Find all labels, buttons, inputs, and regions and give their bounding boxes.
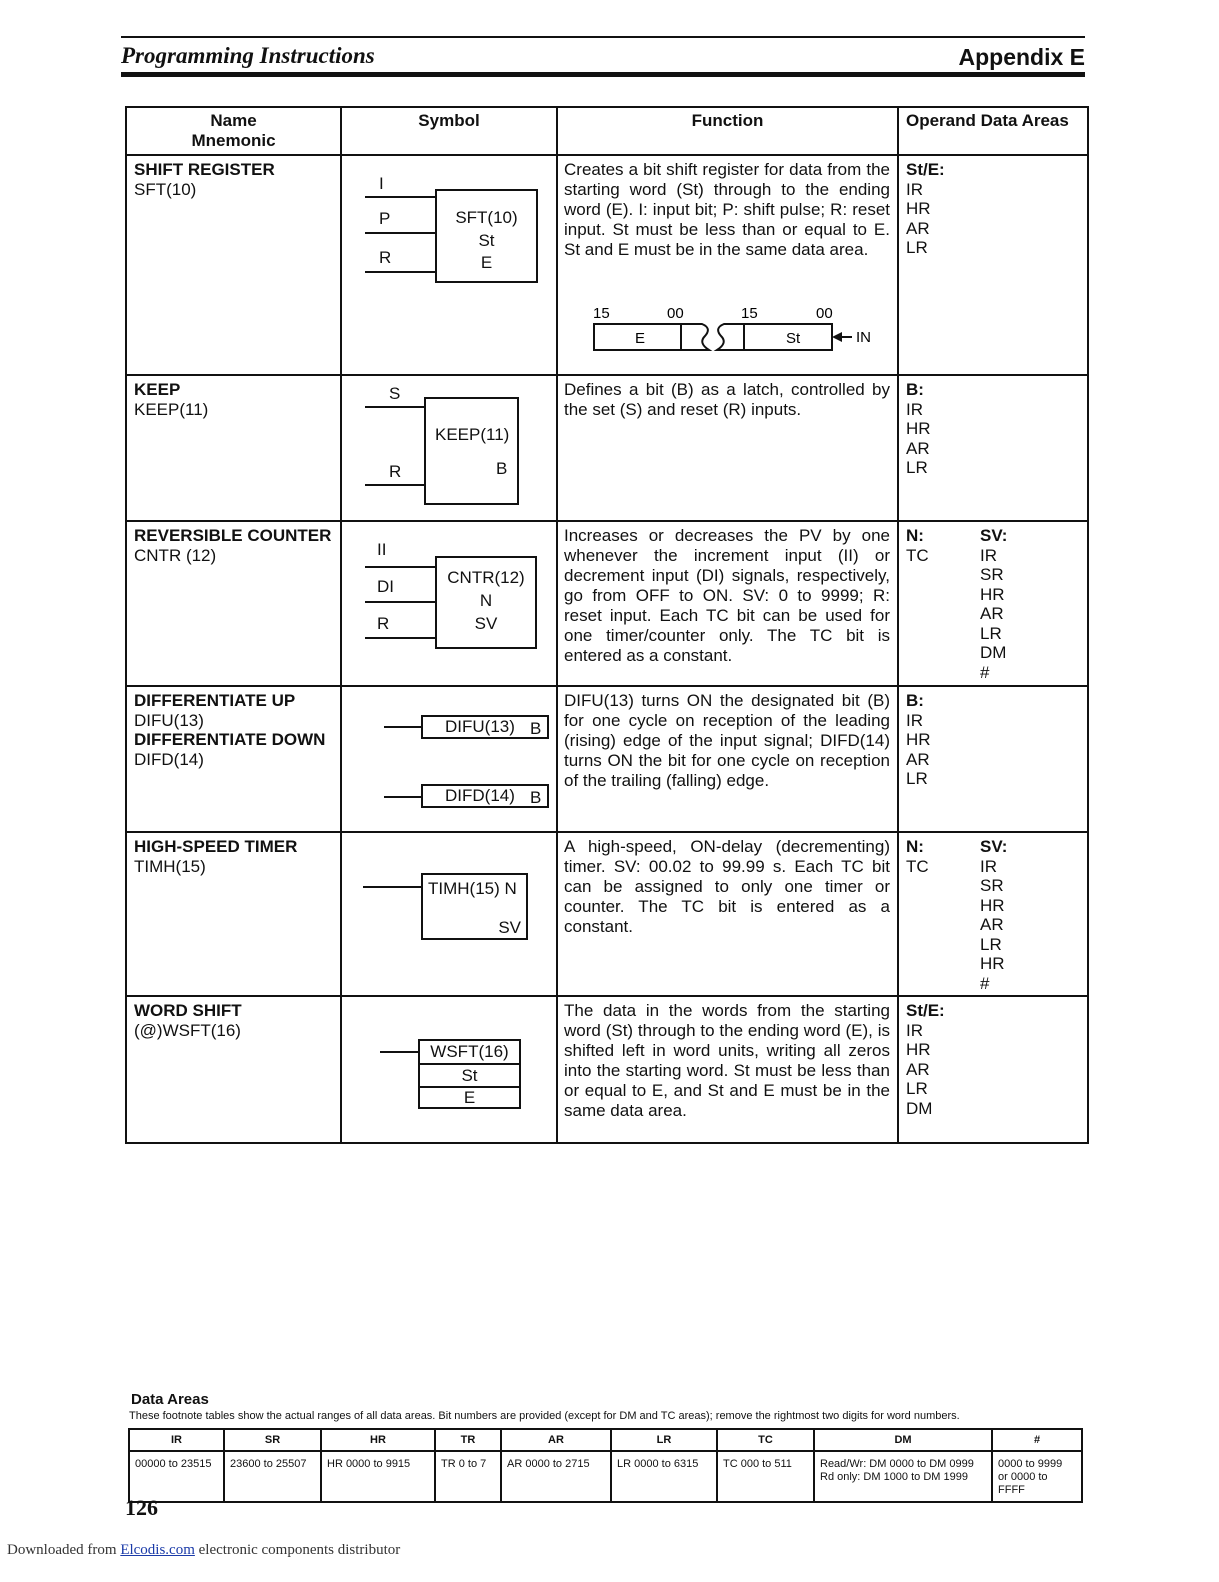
area-header: SR	[224, 1429, 321, 1451]
operand-col: SV: IR SR HR AR LR DM #	[980, 526, 1008, 682]
instruction-block	[418, 1039, 521, 1109]
function-cell: DIFU(13) turns ON the designated bit (B) for one cycle on reception of the leading (rising) edge of the input signal; DIFD(14) turns ON the bit for one cycle on reception of the trailing (falling) edge.	[557, 686, 898, 832]
symbol-cell	[341, 686, 557, 832]
ladder-line	[365, 601, 437, 603]
symbol-cell	[341, 155, 557, 375]
data-areas-title: Data Areas	[131, 1391, 209, 1408]
area-range: LR 0000 to 6315	[611, 1451, 717, 1502]
name-cell: WORD SHIFT (@)WSFT(16)	[126, 996, 341, 1143]
block-label: CNTR(12)	[447, 568, 525, 587]
block-operand: E	[463, 1088, 476, 1107]
ladder-line	[363, 886, 423, 888]
ladder-line	[365, 637, 437, 639]
header-operands: Operand Data Areas	[898, 107, 1088, 155]
area-range: Read/Wr: DM 0000 to DM 0999 Rd only: DM 1000 to DM 1999	[814, 1451, 992, 1502]
area-range: 0000 to 9999 or 0000 to FFFF	[992, 1451, 1082, 1502]
ladder-line	[384, 796, 423, 798]
block-operand: SV	[474, 614, 498, 633]
symbol-cell	[341, 521, 557, 686]
block-operand: B	[530, 788, 542, 807]
name-cell: SHIFT REGISTER SFT(10)	[126, 155, 341, 375]
table-row	[126, 155, 1088, 375]
symbol-cell	[341, 832, 557, 996]
area-range: TC 000 to 511	[717, 1451, 814, 1502]
data-areas-note: These footnote tables show the actual ranges of all data areas. Bit numbers are provided (except for DM and TC areas); remove the rightmost two digits for word numbers.	[129, 1410, 960, 1422]
input-label: II	[377, 540, 387, 559]
table-row	[126, 375, 1088, 521]
block-operand: SV	[498, 918, 521, 937]
start-word-box	[717, 324, 832, 350]
operand-cell	[898, 375, 1088, 521]
in-label: IN	[856, 329, 871, 346]
ladder-line	[384, 726, 423, 728]
ladder-line	[365, 196, 437, 198]
table-row	[126, 996, 1088, 1143]
block-label: DIFU(13)	[445, 717, 515, 736]
area-header: LR	[611, 1429, 717, 1451]
input-label: R	[379, 248, 392, 267]
table-header-row	[126, 107, 1088, 155]
operand-col: SV: IR SR HR AR LR HR #	[980, 837, 1008, 993]
operand-col: B: IR HR AR LR	[906, 691, 931, 788]
page-number: 126	[125, 1495, 158, 1520]
function-text: Creates a bit shift register for data from the starting word (St) through to the ending word (E). I: input bit; P: shift pulse; R: reset input. St must be less than or equal to E. St and E must be in the same data area.	[564, 160, 890, 259]
instruction-block	[424, 397, 519, 505]
operand-cell	[898, 155, 1088, 375]
operand-col: N: TC	[906, 526, 929, 565]
start-word-label: St	[786, 330, 801, 347]
header-section-title: Programming Instructions	[121, 43, 375, 68]
header-function: Function	[557, 107, 898, 155]
block-operand: N	[479, 591, 493, 610]
function-cell: Defines a bit (B) as a latch, controlled by the set (S) and reset (R) inputs.	[557, 375, 898, 521]
input-label: R	[377, 614, 390, 633]
area-header: TC	[717, 1429, 814, 1451]
block-operand: St	[478, 231, 495, 250]
area-header: TR	[435, 1429, 501, 1451]
area-range: HR 0000 to 9915	[321, 1451, 435, 1502]
block-label: SFT(10)	[455, 208, 518, 227]
data-areas-value-row	[129, 1451, 1082, 1502]
function-cell: The data in the words from the starting word (St) through to the ending word (E), is shifted left in word units, writing all zeros into the starting word. St must be less than or equal to E, and St and E must be in the same data area.	[557, 996, 898, 1143]
area-range: TR 0 to 7	[435, 1451, 501, 1502]
input-label: R	[389, 462, 402, 481]
block-operand: B	[530, 719, 542, 738]
block-divider	[420, 1063, 519, 1065]
block-operand: E	[480, 253, 493, 272]
name-cell: HIGH-SPEED TIMER TIMH(15)	[126, 832, 341, 996]
shift-register-diagram	[564, 298, 894, 358]
name-cell: DIFFERENTIATE UP DIFU(13) DIFFERENTIATE DOWN DIFD(14)	[126, 686, 341, 832]
table-row	[126, 686, 1088, 832]
bit-label: 00	[667, 305, 684, 322]
header-appendix: Appendix E	[958, 44, 1085, 70]
instruction-block	[435, 556, 537, 649]
bit-label: 15	[741, 305, 758, 322]
operand-col: B: IR HR AR LR	[906, 380, 931, 477]
area-header: DM	[814, 1429, 992, 1451]
operand-col: St/E: IR HR AR LR DM	[906, 1001, 945, 1118]
table-row	[126, 832, 1088, 996]
symbol-cell	[341, 996, 557, 1143]
name-cell: KEEP KEEP(11)	[126, 375, 341, 521]
area-range: 00000 to 23515	[129, 1451, 224, 1502]
header-rule-top	[121, 36, 1085, 38]
input-label: P	[379, 209, 391, 228]
arrow-head-icon	[832, 332, 842, 342]
bit-label: 15	[593, 305, 610, 322]
header-name: Name Mnemonic	[126, 107, 341, 155]
operand-cell	[898, 521, 1088, 686]
end-word-box	[594, 324, 709, 350]
elcodis-link[interactable]: Elcodis.com	[120, 1542, 195, 1558]
symbol-cell	[341, 375, 557, 521]
area-range: 23600 to 25507	[224, 1451, 321, 1502]
area-header: #	[992, 1429, 1082, 1451]
input-label: I	[379, 174, 384, 193]
name-cell: REVERSIBLE COUNTER CNTR (12)	[126, 521, 341, 686]
block-operand: B	[496, 459, 508, 478]
ladder-line	[380, 1051, 420, 1053]
ladder-line	[365, 406, 425, 408]
table-row	[126, 521, 1088, 686]
difd-block	[421, 784, 549, 808]
data-areas-header-row	[129, 1429, 1082, 1451]
block-label: KEEP(11)	[435, 425, 510, 444]
operand-cell	[898, 686, 1088, 832]
area-header: HR	[321, 1429, 435, 1451]
header-rule-bottom	[121, 72, 1085, 77]
data-areas-table	[128, 1428, 1083, 1503]
download-footer: Downloaded from Elcodis.com electronic components distributor	[7, 1542, 401, 1558]
input-label: S	[389, 384, 401, 403]
ladder-line	[365, 484, 425, 486]
function-cell	[557, 155, 898, 375]
difu-block	[421, 715, 549, 739]
operand-col: N: TC	[906, 837, 929, 876]
ladder-line	[365, 566, 437, 568]
function-cell: Increases or decreases the PV by one whenever the increment input (II) or decrement input (DI) signals, respectively, go from OFF to ON. SV: 0 to 9999; R: reset input. Each TC bit can be used for one timer/counter only. The TC bit is entered as a constant.	[557, 521, 898, 686]
area-header: AR	[501, 1429, 611, 1451]
bit-label: 00	[816, 305, 833, 322]
block-label: WSFT(16)	[430, 1042, 509, 1061]
operand-cell	[898, 832, 1088, 996]
area-range: AR 0000 to 2715	[501, 1451, 611, 1502]
instruction-block	[435, 189, 538, 283]
input-label: DI	[377, 577, 394, 596]
operand-cell	[898, 996, 1088, 1143]
block-operand: St	[461, 1066, 478, 1085]
ladder-line	[365, 271, 437, 273]
area-header: IR	[129, 1429, 224, 1451]
function-cell: A high-speed, ON-delay (decrementing) timer. SV: 00.02 to 99.99 s. Each TC bit can be assigned to only one timer or counter. The TC bit is entered as a constant.	[557, 832, 898, 996]
instruction-block	[421, 873, 528, 940]
block-label: DIFD(14)	[445, 786, 515, 805]
end-word-label: E	[635, 330, 646, 347]
header-symbol: Symbol	[341, 107, 557, 155]
block-label: TIMH(15) N	[428, 879, 517, 898]
instruction-table	[125, 106, 1089, 1144]
ladder-line	[365, 232, 437, 234]
operand-col: St/E: IR HR AR LR	[906, 160, 945, 257]
